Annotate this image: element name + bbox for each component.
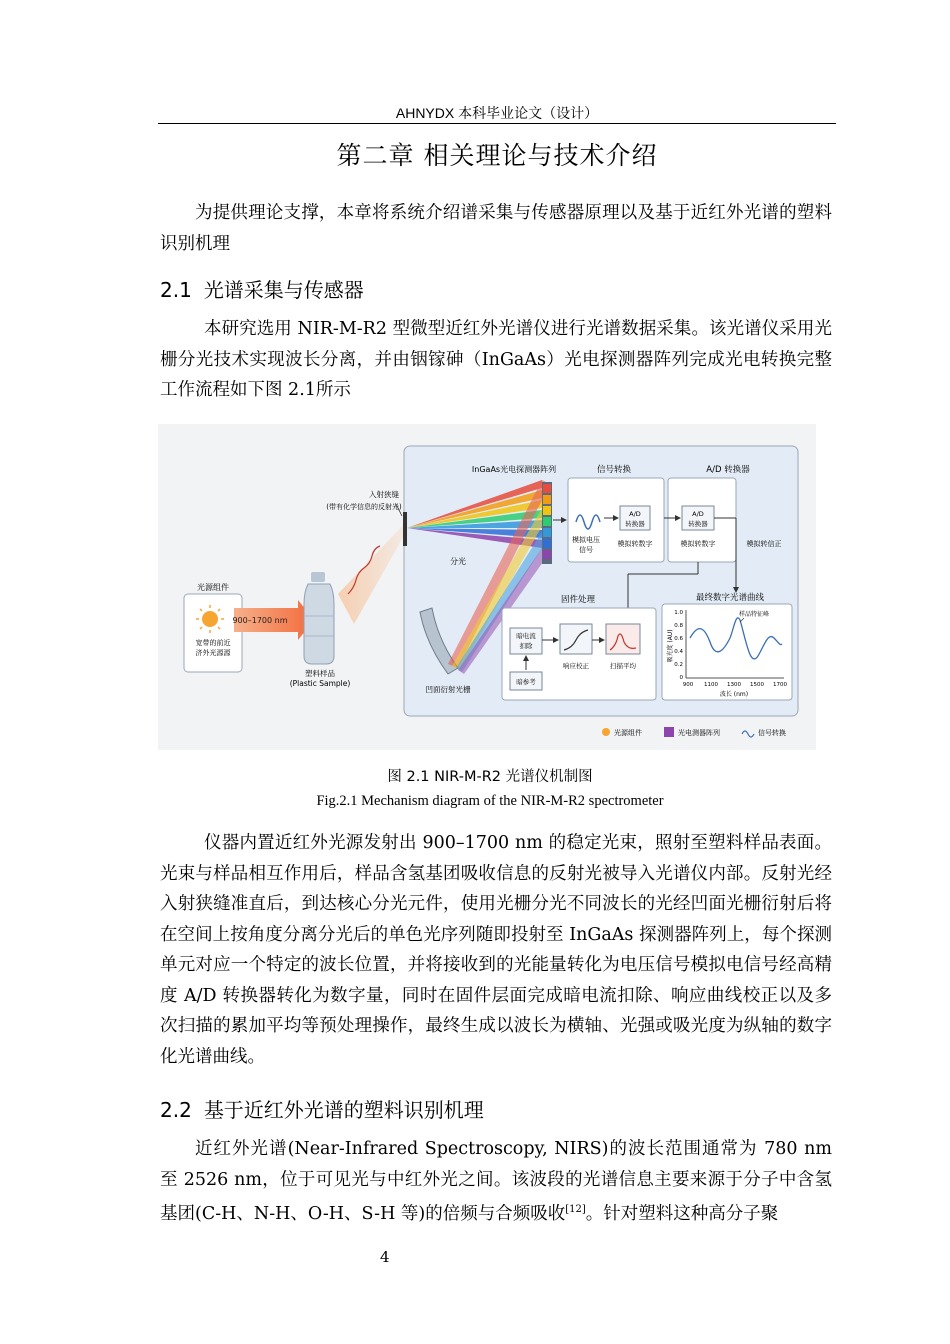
y-tick: 0.2	[674, 662, 683, 668]
dark-label-1: 暗电流	[516, 632, 536, 640]
adc-label: A/D	[629, 510, 641, 518]
legend-label-2: 光电测器阵列	[678, 729, 720, 737]
paragraph-3	[160, 1134, 832, 1229]
firmware-title: 固件处理	[560, 595, 596, 605]
x-tick: 1700	[773, 682, 787, 688]
legend-label-1: 光源组件	[614, 729, 642, 737]
a2d-label: 模拟转数字	[617, 540, 653, 548]
y-tick: 0.4	[674, 649, 683, 655]
analog-label-1: 模拟电压	[572, 536, 600, 544]
ad-a2d-label: 模拟转数字	[680, 540, 716, 548]
paragraph-2: 仪器内置近红外光源发射出 900–1700 nm 的稳定光束，照射至塑料样品表面。光束与样品相互作用后，样品含氢基团吸收信息的反射光被导入光谱仪内部。反射光经入射狭缝准直后，到达核心分光元件，使用光栅分光不同波长的光经凹面光栅衍射后将在空间上按角度分离分光后的单色光序列随即投射至 InGaAs 探测器阵列上，每个探测单元对应一个特定的波长位置，并将接收到的光能量转化为电压信号模拟电信号经高精度 A/D 转换器转化为数字量，同时在固件层面完成暗电流扣除、响应曲线校正以及多次扫描的累加平均等预处理操作，最终生成以波长为横轴、光强或吸光度为纵轴的数字化光谱曲线。	[160, 833, 832, 1067]
section-number: 2.1	[160, 278, 192, 302]
intro-paragraph: 为提供理论支撑，本章将系统介绍谱采集与传感器原理以及基于近红外光谱的塑料识别机理	[160, 203, 832, 254]
chapter-title: 第二章 相关理论与技术介绍	[336, 141, 658, 170]
ad-title: A/D 转换器	[706, 465, 750, 475]
section-2-2-heading	[160, 1094, 484, 1123]
dark-label-2: 扣除	[519, 642, 533, 650]
band-label: 900–1700 nm	[232, 616, 288, 625]
figure-caption-zh: 图 2.1 NIR-M-R2 光谱仪机制图	[387, 769, 593, 785]
signal-title: 信号转换	[596, 465, 632, 475]
section-title: 基于近红外光谱的塑料识别机理	[203, 1098, 484, 1122]
light-source-box	[184, 594, 242, 672]
legend-wave-icon	[742, 731, 754, 737]
figure-2-1	[158, 424, 816, 750]
response-label: 响应校正	[563, 662, 589, 670]
page-number: 4	[380, 1248, 390, 1266]
bottle-icon	[304, 572, 334, 664]
slit-label-1: 入射狭缝	[369, 490, 399, 499]
y-tick: 0.8	[674, 623, 683, 629]
slit-label-2: (带有化学信息的反射光)	[326, 503, 402, 511]
running-header: AHNYDX 本科毕业论文（设计）	[395, 105, 599, 121]
ad-chip-label: A/D	[692, 510, 704, 518]
grating-label: 凹面衍射光栅	[425, 685, 471, 694]
detector-array-label: InGaAs光电探测器阵列	[471, 465, 557, 474]
ad-correct-label: 模拟转信正	[746, 540, 782, 548]
x-tick: 1500	[750, 682, 764, 688]
light-source-desc-2: 济外光源源	[195, 649, 231, 657]
section-title: 光谱采集与传感器	[203, 278, 364, 302]
averaging-label: 扫描平均	[610, 662, 636, 670]
x-tick: 1100	[704, 682, 718, 688]
paragraph-3-tail: 。针对塑料这种高分子聚	[585, 1203, 779, 1224]
header-rule	[158, 123, 836, 124]
legend-label-3: 信号转换	[758, 729, 786, 737]
x-tick: 900	[682, 682, 694, 688]
analog-label-2: 信号	[579, 546, 593, 554]
y-tick: 1.0	[674, 610, 683, 616]
legend-sun-icon	[602, 728, 610, 736]
reflected-light-cone	[338, 522, 406, 624]
sample-label-2: (Plastic Sample)	[289, 679, 351, 688]
peak-label: 样品特征峰	[738, 611, 770, 618]
sample-label-1: 塑料样品	[305, 669, 335, 678]
ad-chip-label-2: 转换器	[688, 520, 708, 528]
detector-array	[542, 482, 552, 564]
y-axis-label: 吸光度 (AU)	[667, 629, 674, 663]
dark-ref-label: 暗参考	[516, 678, 536, 686]
spectrometer-diagram	[158, 424, 816, 750]
light-source-title: 光源组件	[197, 583, 229, 592]
citation-ref[interactable]: [12]	[565, 1204, 586, 1215]
legend	[602, 727, 786, 737]
legend-detector-icon	[664, 727, 674, 737]
light-source-desc-1: 宽带的前近	[195, 639, 231, 647]
y-tick: 0	[679, 675, 683, 681]
dispersion-label: 分光	[450, 557, 466, 566]
adc-label-2: 转换器	[625, 520, 645, 528]
paragraph-3-main: 近红外光谱(Near-Infrared Spectroscopy, NIRS)的波长范围通常为 780 nm 至 2526 nm，位于可见光与中红外光之间。该波段的光谱信息主要来源于分子中含氢基团(C-H、N-H、O-H、S-H 等)的倍频与合频吸收	[160, 1139, 832, 1224]
section-2-1-heading	[160, 274, 364, 303]
x-tick: 1300	[727, 682, 741, 688]
final-title: 最终数字光谱曲线	[695, 593, 765, 603]
entrance-slit	[403, 512, 407, 546]
figure-caption-en: Fig.2.1 Mechanism diagram of the NIR-M-R2 spectrometer	[316, 793, 664, 809]
paragraph-1: 本研究选用 NIR-M-R2 型微型近红外光谱仪进行光谱数据采集。该光谱仪采用光栅分光技术实现波长分离，并由铟镓砷（InGaAs）光电探测器阵列完成光电转换完整工作流程如下图 2.1所示	[160, 319, 832, 400]
x-axis-label: 波长 (nm)	[719, 691, 749, 698]
section-number: 2.2	[160, 1098, 192, 1122]
y-tick: 0.6	[674, 636, 683, 642]
